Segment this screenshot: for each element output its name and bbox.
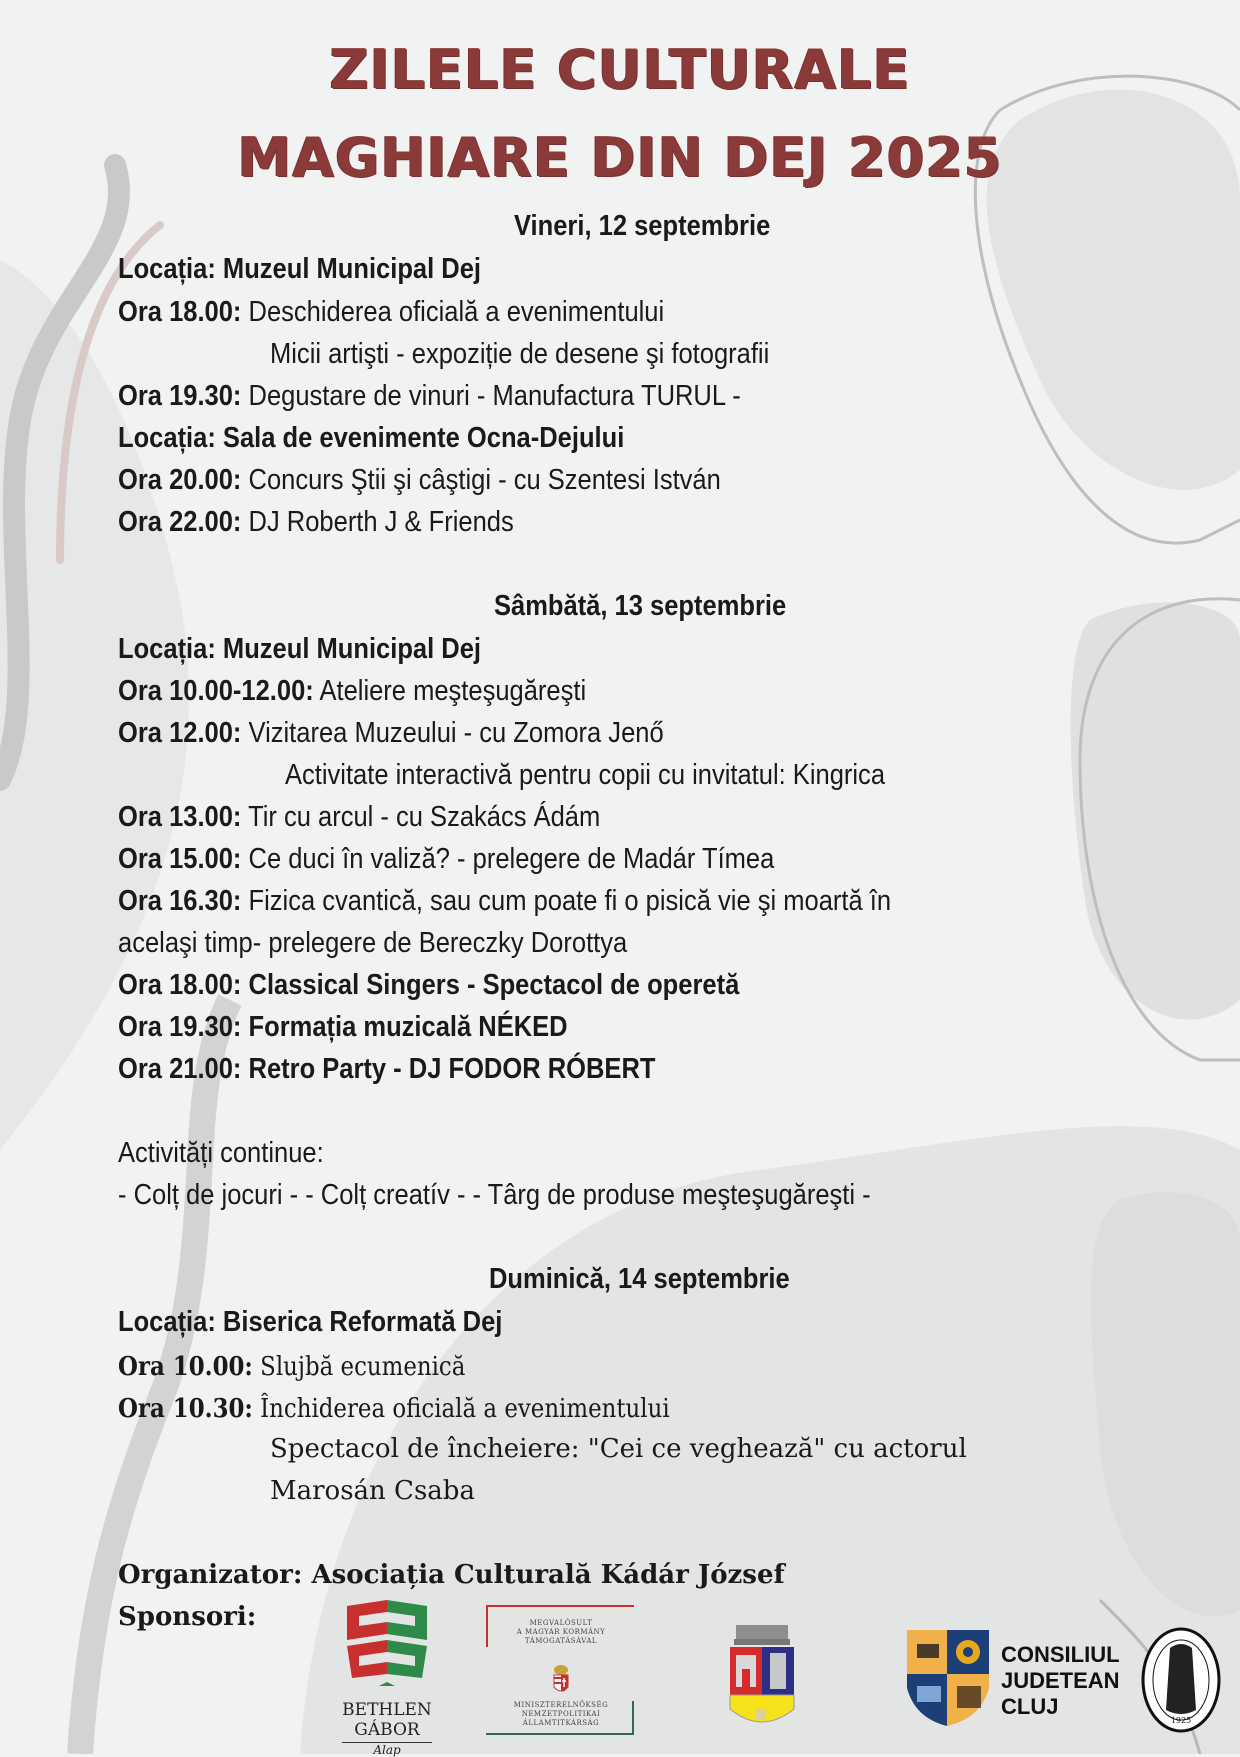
time-label: Ora 12.00:	[118, 717, 242, 749]
closing-show-line2: Marosán Csaba	[270, 1476, 475, 1506]
time-label: Ora 10.00:	[118, 1352, 253, 1382]
schedule-line	[118, 969, 739, 1002]
event-text: Classical Singers - Spectacol de operetă	[241, 969, 740, 1001]
schedule-line	[270, 338, 769, 371]
event-text: Slujbă ecumenică	[252, 1352, 466, 1382]
schedule-line	[285, 759, 885, 792]
location-name: Sala de evenimente Ocna-Dejului	[215, 422, 625, 454]
time-label: Ora 10.30:	[118, 1394, 253, 1424]
hu-gov-top-text: MEGVALÓSULT A MAGYAR KORMÁNY TÁMOGATÁSÁVAL	[516, 1619, 606, 1645]
closing-show-line1: Spectacol de încheiere: "Cei ce veghează" cu actorul	[270, 1434, 967, 1464]
cluj-text: CONSILIUL JUDETEAN CLUJ	[1001, 1642, 1120, 1719]
logo-consiliul-judetean-cluj	[905, 1628, 1125, 1728]
time-label: Ora 10.00-12.00:	[118, 675, 314, 707]
schedule-line	[118, 717, 664, 750]
time-label: Ora 19.30:	[118, 1011, 242, 1043]
schedule-line	[118, 506, 514, 539]
event-text: Fizica cvantică, sau cum poate fi o pisică vie şi moartă în	[241, 885, 892, 917]
location-label: Locația:	[118, 253, 216, 285]
schedule-line	[118, 675, 586, 708]
location-name: Muzeul Municipal Dej	[215, 253, 481, 285]
schedule-line	[118, 801, 600, 834]
schedule-line	[118, 1011, 568, 1044]
poster-title-line2: MAGHIARE DIN DEJ 2025	[237, 126, 1003, 189]
organizer-line	[118, 1560, 785, 1590]
bethlen-name: BETHLEN GÁBOR	[342, 1700, 432, 1740]
time-label: Ora 18.00:	[118, 969, 242, 1001]
location-name: Muzeul Municipal Dej	[215, 633, 481, 665]
hungarian-coat-of-arms-icon	[552, 1665, 570, 1695]
schedule-line	[118, 843, 774, 876]
event-text: Formația muzicală NÉKED	[241, 1011, 568, 1043]
event-text: Ce duci în valiză? - prelegere de Madár Tímea	[241, 843, 775, 875]
logo-bethlen-gabor	[312, 1598, 462, 1757]
schedule-line	[118, 927, 627, 960]
location-label: Locația:	[118, 633, 216, 665]
schedule-line	[118, 422, 624, 455]
museum-seal-icon	[1140, 1626, 1222, 1734]
location-name: Biserica Reformată Dej	[215, 1306, 503, 1338]
organizer-label: Organizator:	[118, 1560, 303, 1590]
event-text: Vizitarea Muzeului - cu Zomora Jenő	[241, 717, 664, 749]
time-label: Ora 22.00:	[118, 506, 242, 538]
continuous-activities-heading: Activități continue:	[118, 1137, 324, 1169]
schedule-line	[118, 464, 721, 497]
time-label: Ora 13.00:	[118, 801, 242, 833]
event-text: Deschiderea oficială a evenimentului	[241, 296, 665, 328]
event-text: DJ Roberth J & Friends	[241, 506, 514, 538]
poster-title-line1: ZILELE CULTURALE	[329, 38, 911, 101]
schedule-line	[118, 380, 741, 413]
time-label: Ora 19.30:	[118, 380, 242, 412]
cluj-shield-icon	[905, 1628, 991, 1728]
event-text: Micii artişti - expoziție de desene şi fotografii	[270, 338, 770, 370]
day-heading-friday: Vineri, 12 septembrie	[514, 210, 771, 242]
event-text: Concurs Ştii şi câştigi - cu Szentesi István	[241, 464, 721, 496]
time-label: Ora 21.00:	[118, 1053, 242, 1085]
day-heading-saturday: Sâmbătă, 13 septembrie	[494, 590, 787, 622]
museum-year: 1925	[1170, 1716, 1192, 1725]
schedule-line	[118, 253, 481, 286]
schedule-line	[118, 1053, 655, 1086]
dej-coat-of-arms-icon	[726, 1625, 798, 1735]
schedule-line	[118, 1392, 670, 1425]
location-label: Locația:	[118, 422, 216, 454]
schedule-line	[118, 1350, 465, 1383]
schedule-line	[118, 296, 664, 329]
event-text: acelaşi timp- prelegere de Bereczky Dorottya	[118, 927, 628, 959]
time-label: Ora 15.00:	[118, 843, 242, 875]
sponsors-label: Sponsori:	[118, 1602, 257, 1632]
day-heading-sunday: Duminică, 14 septembrie	[489, 1263, 790, 1295]
event-text: Activitate interactivă pentru copii cu invitatul: Kingrica	[285, 759, 886, 791]
event-text: Închiderea oficială a evenimentului	[252, 1394, 670, 1424]
event-text: Degustare de vinuri - Manufactura TURUL -	[241, 380, 741, 412]
time-label: Ora 18.00:	[118, 296, 242, 328]
schedule-line	[118, 885, 891, 918]
hu-gov-bottom-text: MINISZTERELNÖKSÉG NEMZETPOLITIKAI ÁLLAMTITKÁRSÁG	[513, 1701, 609, 1727]
organizer-name: Asociația Culturală Kádár József	[302, 1560, 785, 1590]
schedule-line	[118, 633, 481, 666]
time-label: Ora 16.30:	[118, 885, 242, 917]
event-text: Ateliere meşteşugăreşti	[313, 675, 587, 707]
location-label: Locația:	[118, 1306, 216, 1338]
schedule-line	[118, 1306, 502, 1339]
bethlen-sub: Alap	[342, 1742, 432, 1757]
time-label: Ora 20.00:	[118, 464, 242, 496]
logo-hungarian-government	[486, 1605, 636, 1735]
bethlen-shield-icon	[312, 1598, 462, 1693]
continuous-activities-list: - Colț de jocuri - - Colț creatív - - Târg de produse meşteşugăreşti -	[118, 1179, 871, 1211]
event-text: Retro Party - DJ FODOR RÓBERT	[241, 1053, 656, 1085]
event-text: Tir cu arcul - cu Szakács Ádám	[241, 801, 601, 833]
